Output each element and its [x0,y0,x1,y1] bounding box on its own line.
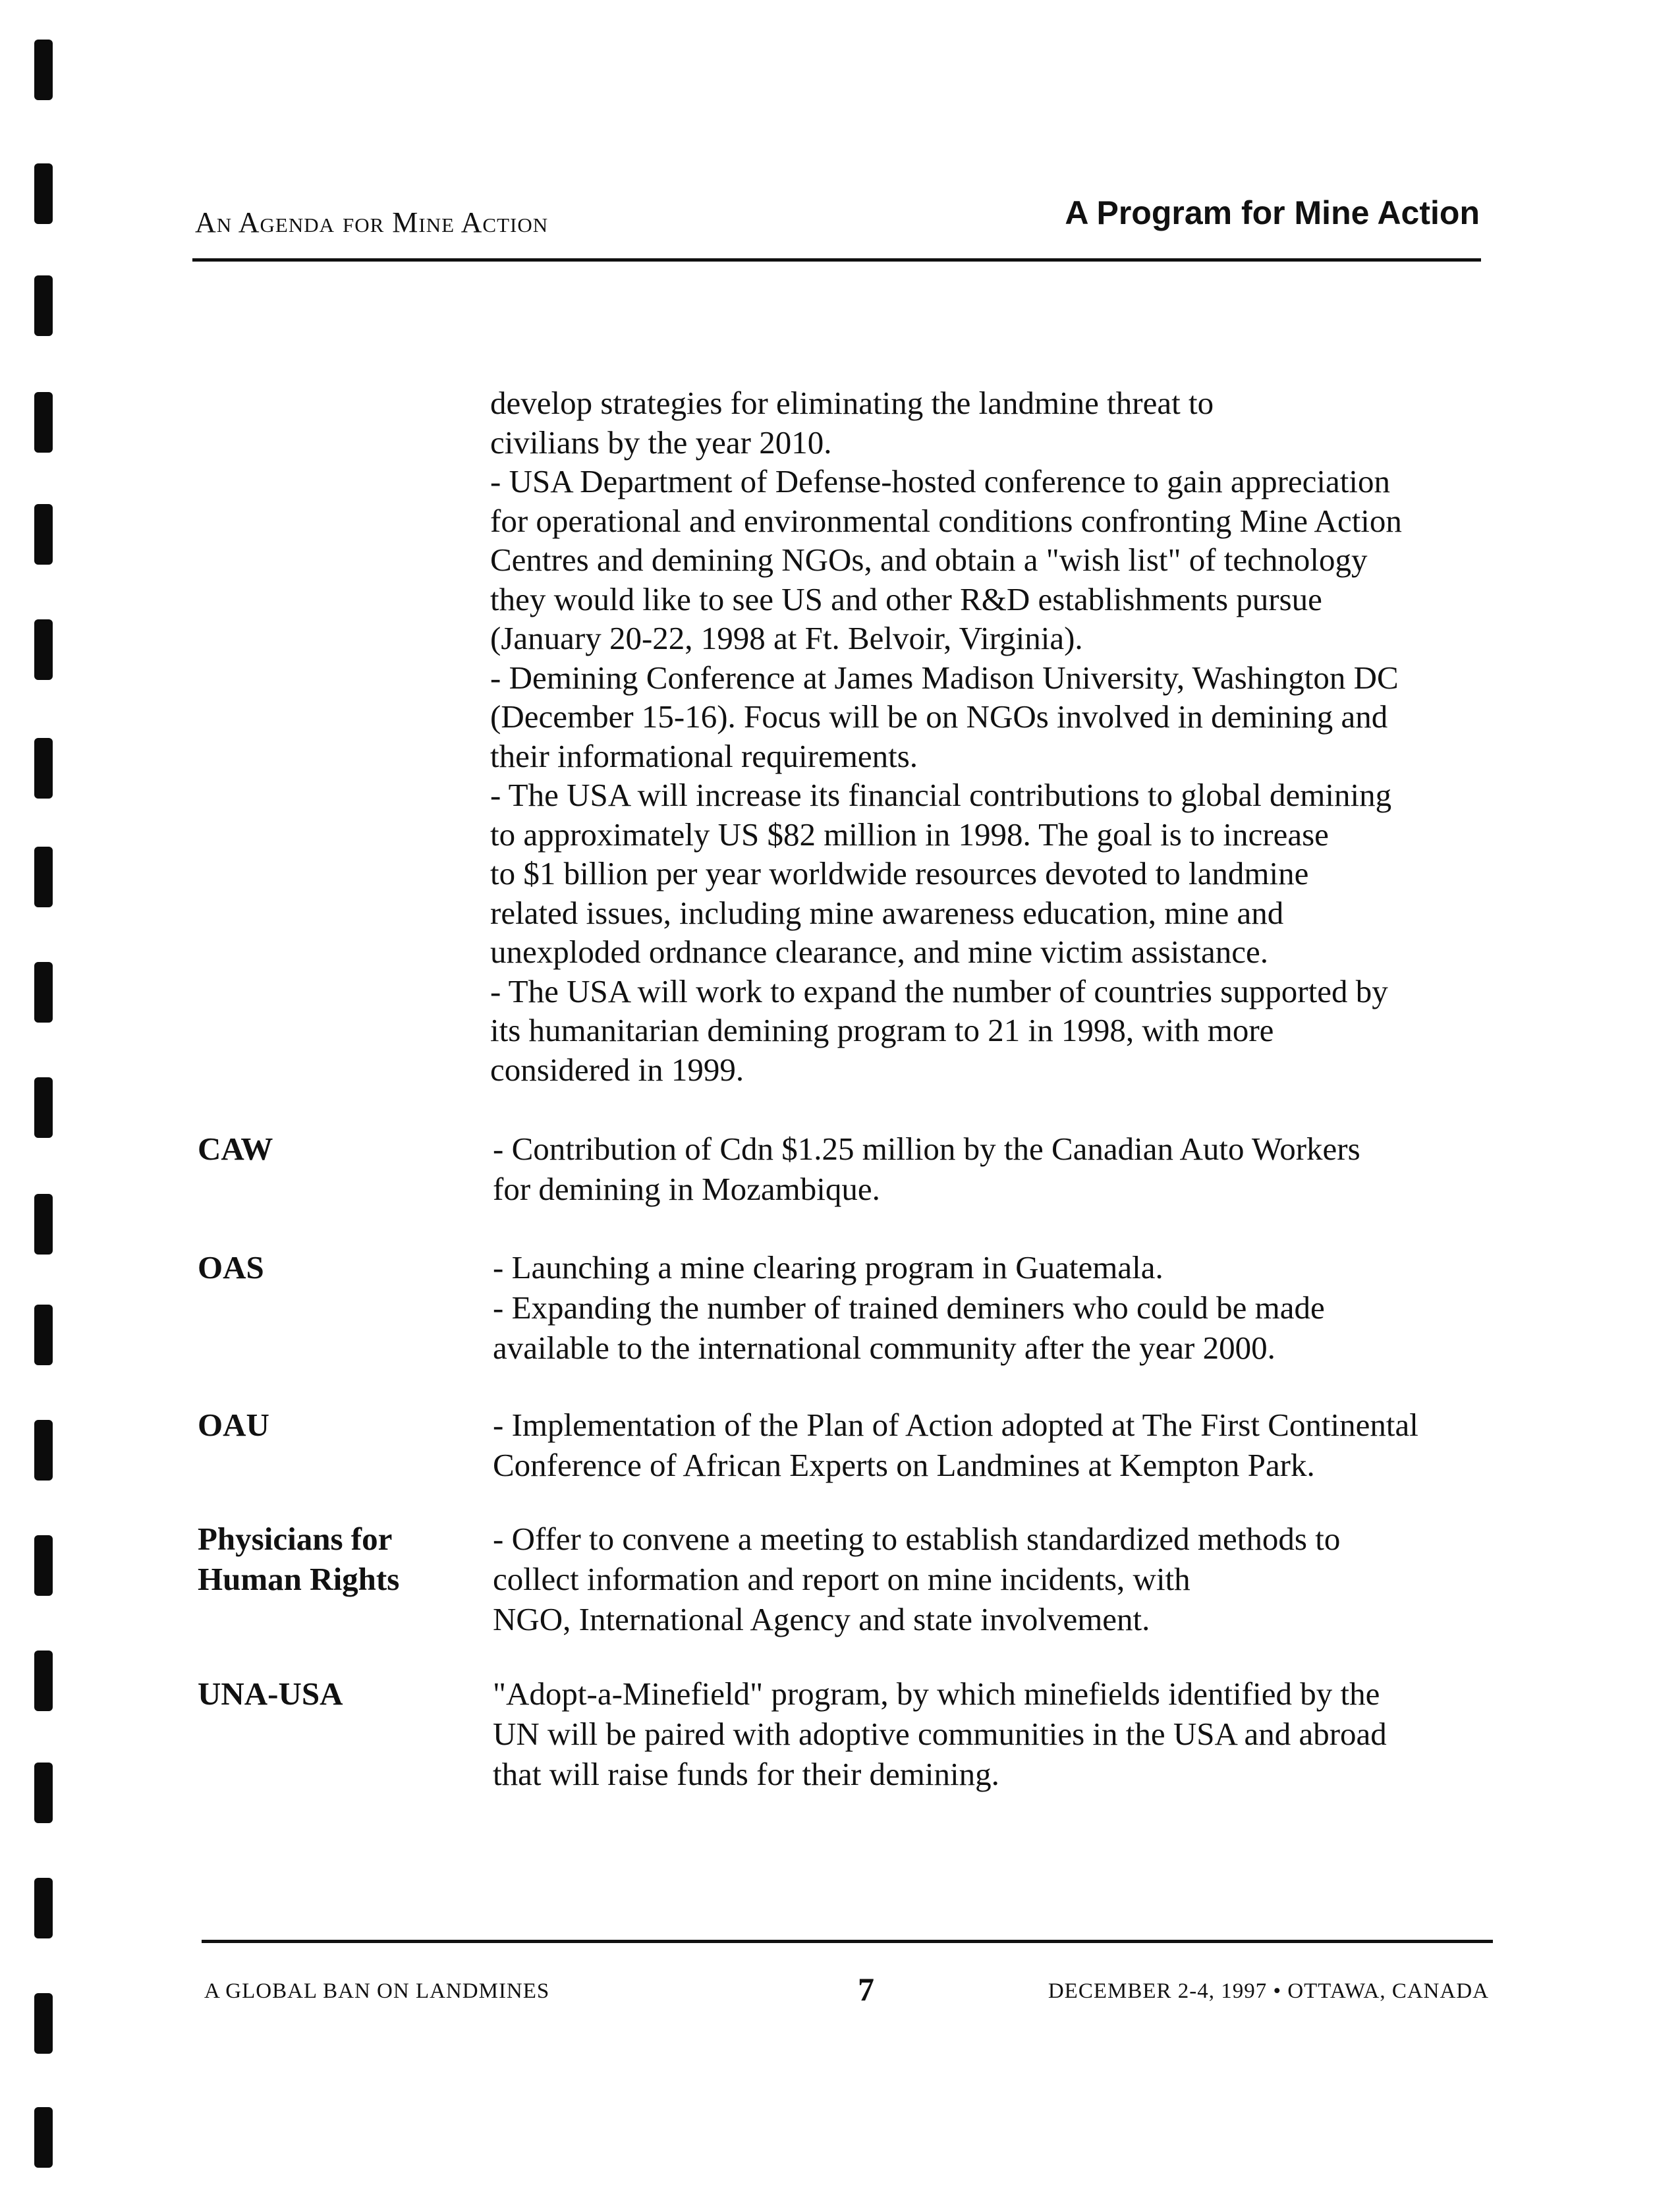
commitment-line: NGO, International Agency and state involvement. [493,1601,1150,1637]
binding-mark [34,962,53,1023]
body-line: related issues, including mine awareness education, mine and [490,894,1284,931]
body-line: its humanitarian demining program to 21 in 1998, with more [490,1012,1274,1048]
body-line: they would like to see US and other R&D establishments pursue [490,580,1322,617]
body-line: for operational and environmental conditions confronting Mine Action [490,502,1402,539]
body-line: unexploded ordnance clearance, and mine victim assistance. [490,934,1268,970]
header-rule [192,258,1481,262]
header-document-title: An Agenda for Mine Action [195,206,549,239]
body-line: (December 15-16). Focus will be on NGOs involved in demining and [490,698,1388,735]
body-line: Centres and demining NGOs, and obtain a "wish list" of technology [490,542,1368,578]
binding-mark [34,619,53,680]
binding-mark [34,40,53,100]
footer-event-date-location: DECEMBER 2-4, 1997 • OTTAWA, CANADA [1048,1979,1489,2003]
binding-mark [34,1077,53,1138]
running-header [195,194,1480,240]
header-section-title: A Program for Mine Action [1065,194,1480,231]
commitment-line: collect information and report on mine incidents, with [493,1561,1190,1597]
commitment-line: for demining in Mozambique. [493,1171,880,1207]
binding-mark [34,1305,53,1365]
body-line: civilians by the year 2010. [490,424,832,461]
commitment-line: - Launching a mine clearing program in Guatemala. [493,1249,1163,1285]
binding-mark [34,1993,53,2054]
commitment-line: available to the international community after the year 2000. [493,1330,1275,1366]
binding-mark [34,738,53,799]
commitment-line: UN will be paired with adoptive communities in the USA and abroad [493,1716,1387,1752]
binding-mark [34,1194,53,1255]
page-number: 7 [858,1971,874,2008]
body-line: - Demining Conference at James Madison University, Washington DC [490,659,1399,696]
body-line: (January 20-22, 1998 at Ft. Belvoir, Virginia). [490,620,1083,656]
binding-mark [34,1763,53,1823]
binding-mark [34,163,53,224]
binding-mark [34,504,53,565]
binding-mark [34,847,53,907]
body-line: - The USA will increase its financial contributions to global demining [490,777,1392,813]
binding-mark [34,275,53,336]
binding-mark [34,2107,53,2168]
org-name [198,1519,461,1599]
org-name-line: Human Rights [198,1561,400,1597]
body-line: to approximately US $82 million in 1998. The goal is to increase [490,816,1329,853]
binding-mark [34,392,53,453]
binding-mark [34,1651,53,1711]
org-commitment [493,1674,1494,1794]
org-commitment [493,1247,1494,1368]
footer-publication-title: A GLOBAL BAN ON LANDMINES [204,1979,550,2003]
footer-rule [202,1940,1493,1943]
org-name-line: Physicians for [198,1521,393,1557]
org-name: CAW [198,1131,273,1167]
page-footer [204,1970,1489,2016]
commitment-line: "Adopt-a-Minefield" program, by which minefields identified by the [493,1676,1380,1712]
binding-mark [34,1535,53,1596]
body-line: to $1 billion per year worldwide resources devoted to landmine [490,855,1309,891]
commitment-line: - Expanding the number of trained deminers who could be made [493,1289,1325,1326]
binding-mark [34,1420,53,1481]
org-name: OAS [198,1249,264,1285]
body-line: develop strategies for eliminating the landmine threat to [490,385,1214,421]
commitment-line: - Offer to convene a meeting to establish standardized methods to [493,1521,1341,1557]
org-commitment [493,1129,1494,1209]
body-line: their informational requirements. [490,737,918,774]
body-line: considered in 1999. [490,1051,744,1088]
commitment-line: - Contribution of Cdn $1.25 million by the Canadian Auto Workers [493,1131,1360,1167]
commitment-line: - Implementation of the Plan of Action adopted at The First Continental [493,1407,1418,1443]
commitment-line: Conference of African Experts on Landmines at Kempton Park. [493,1447,1315,1483]
commitment-line: that will raise funds for their demining. [493,1756,999,1792]
continued-paragraph [490,383,1505,1089]
org-commitment [493,1519,1494,1639]
org-commitment [493,1405,1494,1485]
body-line: - The USA will work to expand the number of countries supported by [490,973,1388,1009]
org-name: UNA-USA [198,1676,343,1712]
body-line: - USA Department of Defense-hosted conference to gain appreciation [490,463,1391,499]
binding-mark [34,1878,53,1938]
binding-marks [34,40,54,2168]
org-name: OAU [198,1407,269,1443]
